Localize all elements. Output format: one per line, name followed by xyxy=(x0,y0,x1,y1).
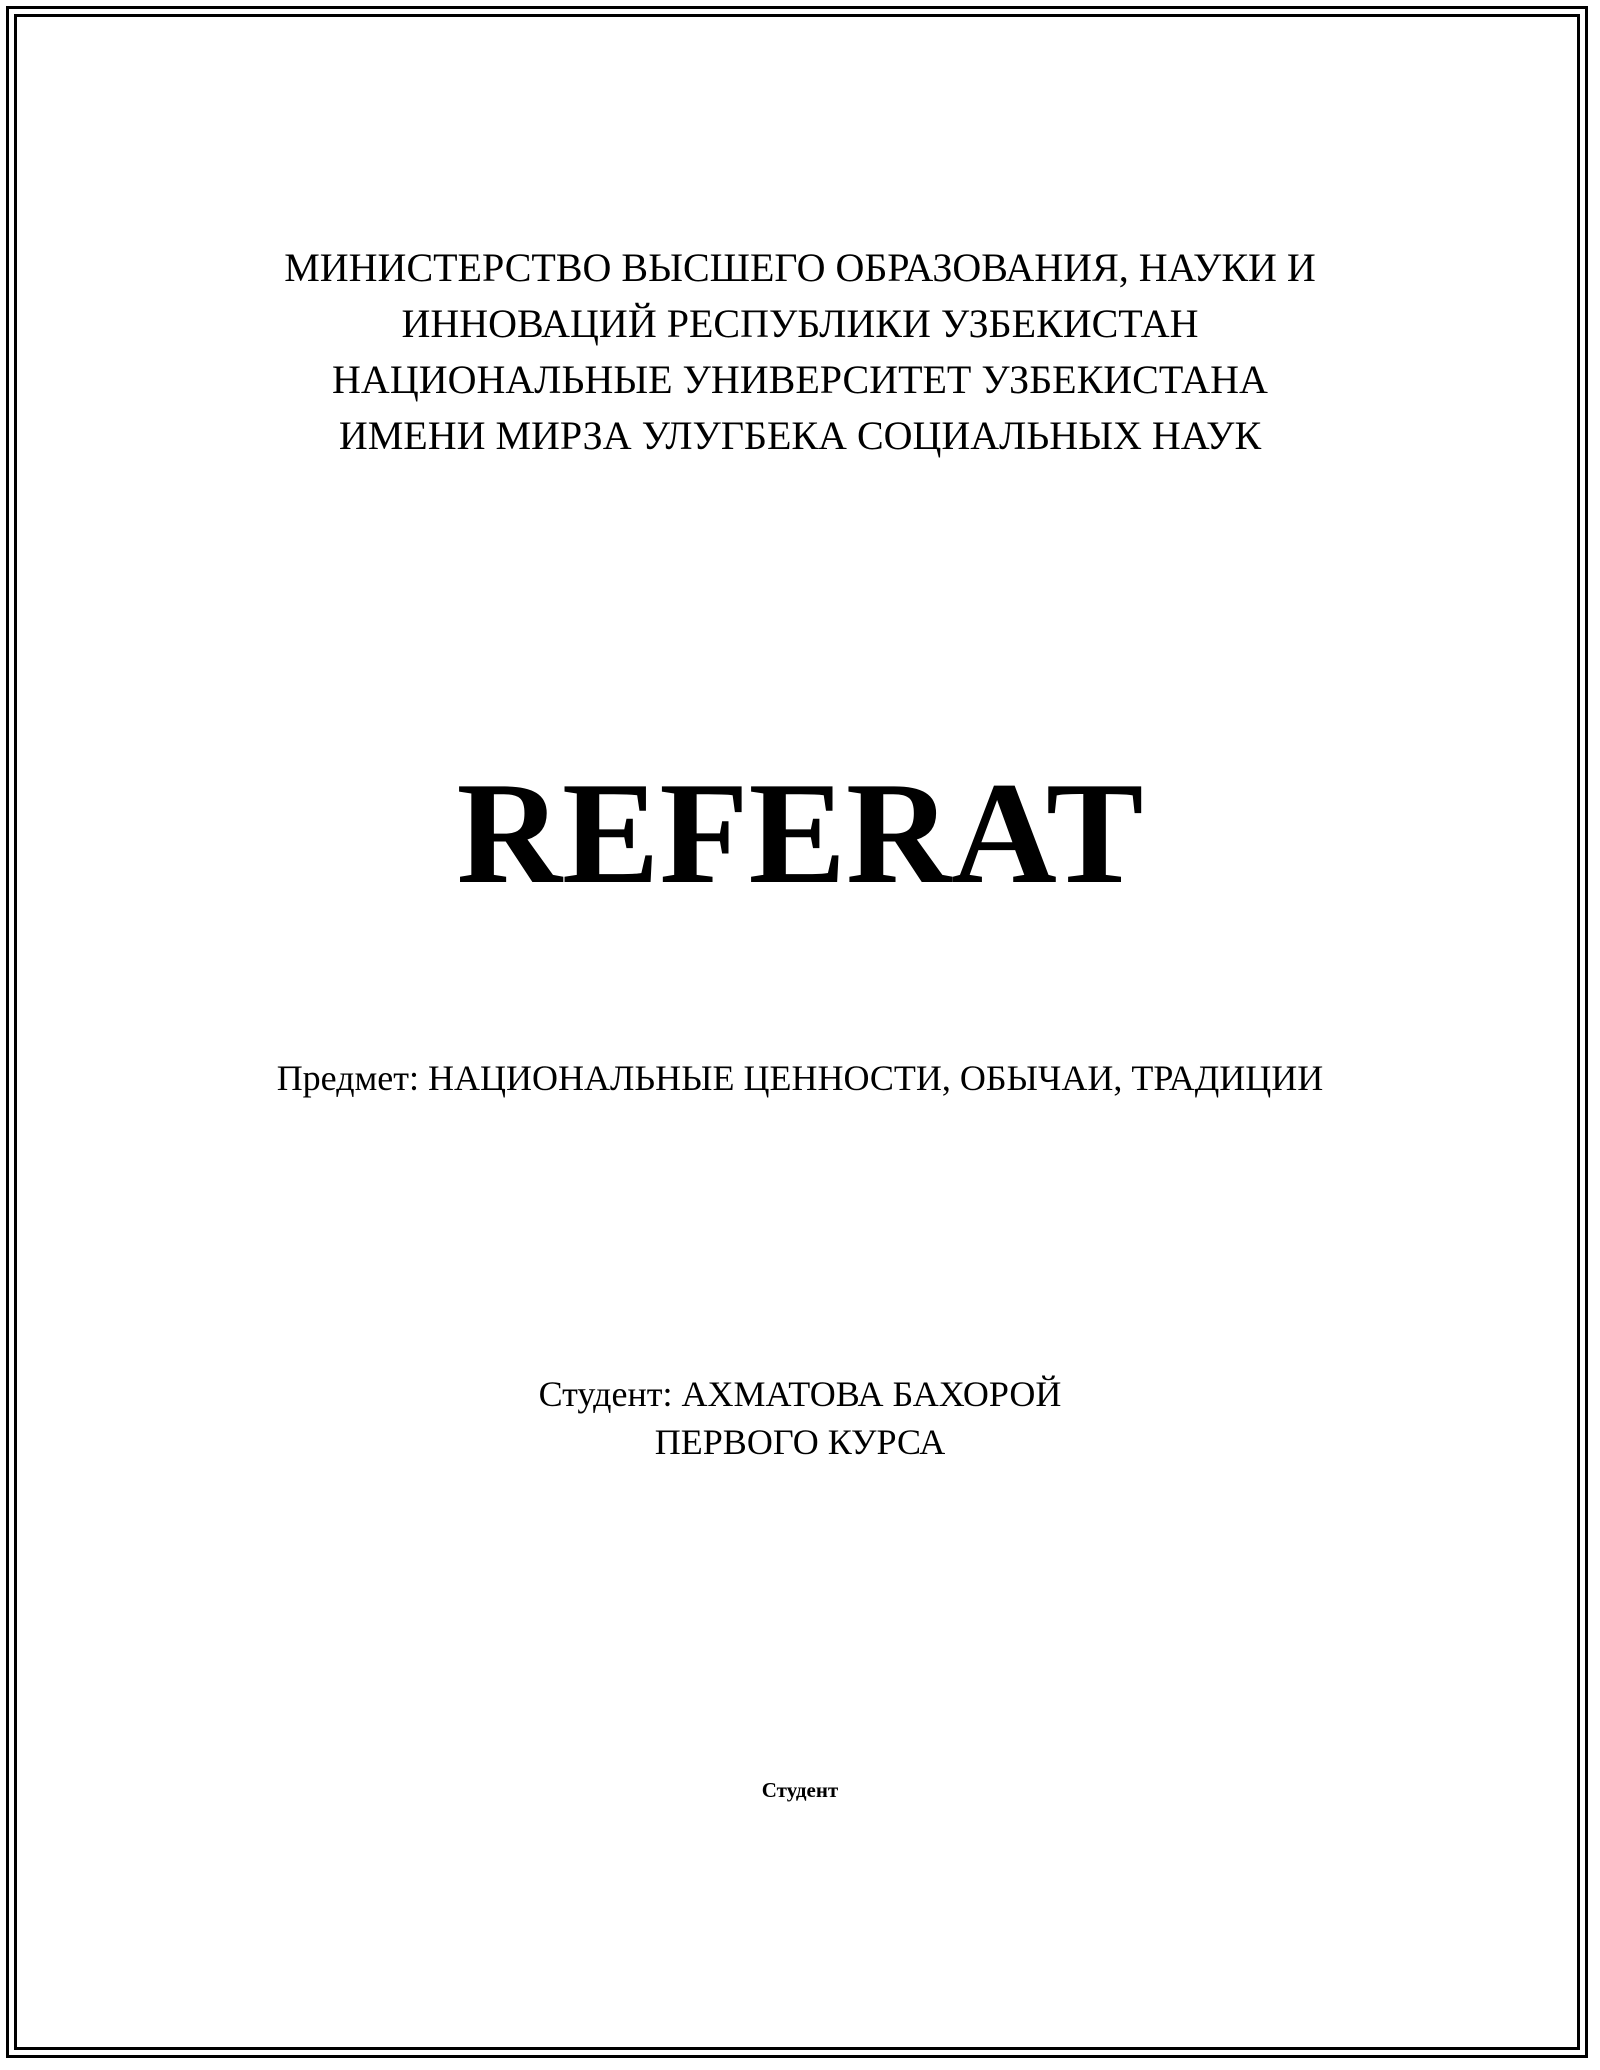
subject-line: Предмет: НАЦИОНАЛЬНЫЕ ЦЕННОСТИ, ОБЫЧАИ, ТРАДИЦИИ xyxy=(276,1058,1324,1098)
header-line: ИННОВАЦИЙ РЕСПУБЛИКИ УЗБЕКИСТАН xyxy=(401,301,1199,346)
student-info xyxy=(0,1370,1600,1466)
student-course: ПЕРВОГО КУРСА xyxy=(654,1422,946,1462)
header-line: ИМЕНИ МИРЗА УЛУГБЕКА СОЦИАЛЬНЫХ НАУК xyxy=(338,413,1262,458)
header-line: МИНИСТЕРСТВО ВЫСШЕГО ОБРАЗОВАНИЯ, НАУКИ И xyxy=(284,245,1316,290)
document-title: REFERAT xyxy=(456,752,1144,914)
student-name: Студент: АХМАТОВА БАХОРОЙ xyxy=(538,1374,1062,1414)
institution-header xyxy=(0,240,1600,464)
footer-label: Студент xyxy=(761,1778,839,1802)
header-line: НАЦИОНАЛЬНЫЕ УНИВЕРСИТЕТ УЗБЕКИСТАНА xyxy=(332,357,1268,402)
